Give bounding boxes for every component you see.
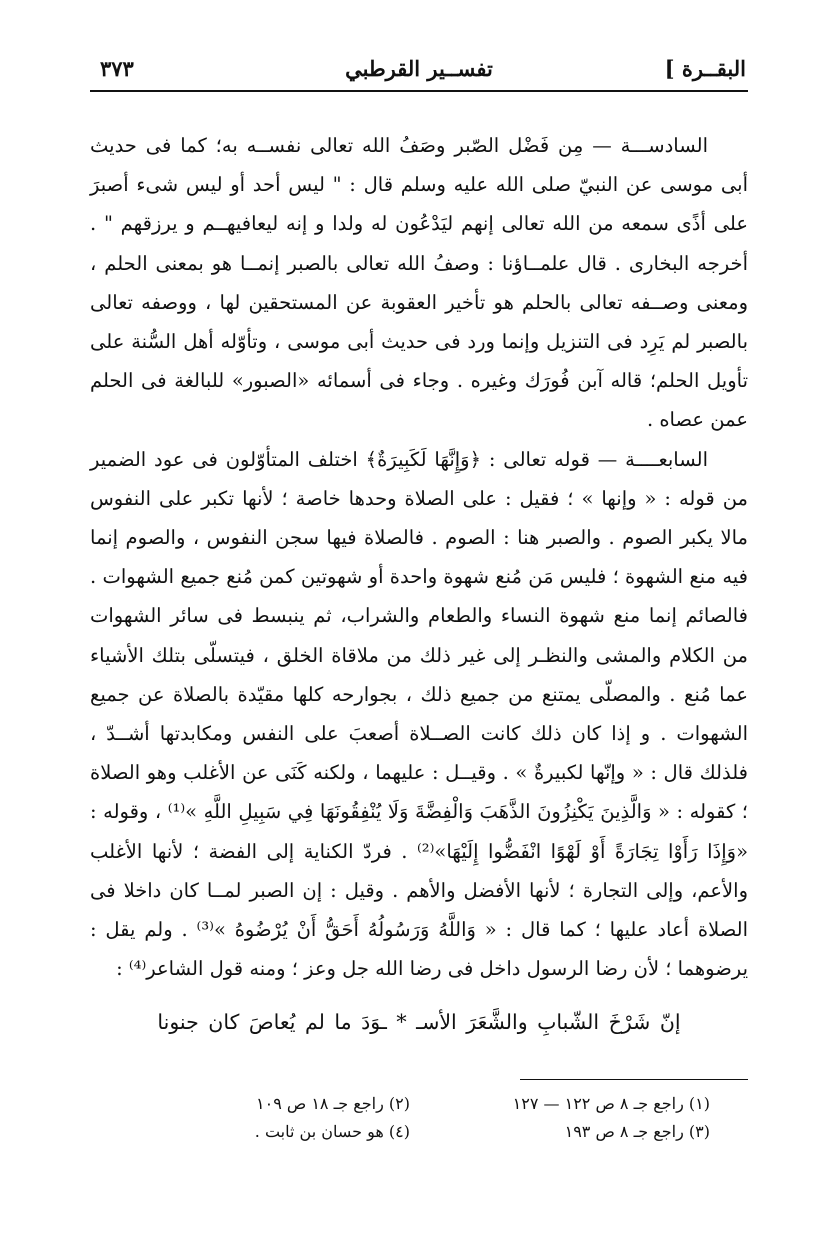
footnote-row bbox=[150, 1090, 710, 1118]
poetry-verse: إنّ شَرْخَ الشّبابِ والشَّعَرَ الأسـ * ـوَدَ ما لم يُعاصَ كان جنونا bbox=[157, 1010, 681, 1034]
footnotes bbox=[150, 1090, 710, 1146]
page-header bbox=[92, 52, 746, 92]
paragraph-seventh: السابعــــة — قوله تعالى : ﴿وَإِنَّهَا لَكَبِيرَةٌ﴾ اختلف المتأوّلون فى عود الضمير من قوله : « وإنها » ؛ فقيل : على الصلاة وحدها خاصة ؛ لأنها تكبر على النفوس مالا يكبر الصوم . والصبر هنا : الصوم . فالصلاة فيها سجن النفوس ، والصوم إنما فيه منع الشهوة ؛ فليس مَن مُنع شهوة واحدة أو شهوتين كمن مُنع جميع الشهوات . فالصائم إنما منع شهوة النساء والطعام والشراب، ثم ينبسط فى سائر الشهوات من الكلام والمشى والنظـر إلى غير ذلك من ملاقاة الخلق ، فيتسلّى بتلك الأشياء عما مُنع . والمصلّى يمتنع من جميع ذلك ، بجوارحه كلها مقيّدة بالصلاة عن جميع الشهوات . و إذا كان ذلك كانت الصــلاة أصعبَ على النفس ومكابدتها أشــدّ ، فلذلك قال : « وإنّها لكبيرةٌ » . وقيــل : عليهما ، ولكنه كَنَى عن الأغلب وهو الصلاة ؛ كقوله : « وَالَّذِينَ يَكْنِزُونَ الذَّهَبَ وَالْفِضَّةَ وَلَا يُنْفِقُونَهَا فِي سَبِيلِ اللَّهِ »⁽¹⁾ ، وقوله : «وَإِذَا رَأَوْا تِجَارَةً أَوْ لَهْوًا انْفَضُّوا إِلَيْهَا»⁽²⁾ . فردّ الكناية إلى الفضة ؛ لأنها الأغلب والأعم، وإلى التجارة ؛ لأنها الأفضل والأهم . وقيل : إن الصبر لمــا كان داخلا فى الصلاة أعاد عليها ؛ كما قال : « وَاللَّهُ وَرَسُولُهُ أَحَقُّ أَنْ يُرْضُوهُ »⁽³⁾ . ولم يقل : يرضوهما ؛ لأن رضا الرسول داخل فى رضا الله جل وعز ؛ ومنه قول الشاعر⁽⁴⁾ : bbox=[90, 447, 748, 981]
footnote-2: (٢) راجع جـ ١٨ ص ١٠٩ bbox=[256, 1094, 410, 1113]
paragraph-sixth: السادســـة — مِن فَضْل الصّبر وصَفُ الله تعالى نفســه به؛ كما فى حديث أبى موسى عن النبيّ صلى الله عليه وسلم قال : " ليس أحد أو ليس شىء أصبرَ على أذًى سمعه من الله تعالى إنهم ليَدْعُون له ولدا و إنه ليعافيهــم و يرزقهم " . أخرجه البخارى . قال علمــاؤنا : وصفُ الله تعالى بالصبر إنمــا هو بمعنى الحلم ، ومعنى وصــفه تعالى بالحلم هو تأخير العقوبة عن المستحقين لها ، ووصفه تعالى بالصبر لم يَرِد فى التنزيل وإنما ورد فى حديث أبى موسى ، وتأوّله أهل السُّنة على تأويل الحلم؛ قاله آبن فُورَك وغيره . وجاء فى أسمائه «الصبور» للبالغة فى الحلم عمن عصاه . bbox=[90, 134, 748, 432]
footnote-3: (٣) راجع جـ ٨ ص ١٩٣ bbox=[564, 1122, 710, 1141]
footnote-row bbox=[150, 1118, 710, 1146]
book-title: تفســير القرطبي bbox=[345, 56, 493, 81]
header-rule bbox=[90, 90, 748, 92]
footnote-rule bbox=[520, 1079, 748, 1080]
footnote-4: (٤) هو حسان بن ثابت . bbox=[254, 1122, 410, 1141]
main-text bbox=[90, 126, 748, 988]
footnote-1: (١) راجع جـ ٨ ص ١٢٢ — ١٢٧ bbox=[512, 1094, 710, 1113]
running-head: البقــرة ] bbox=[664, 56, 746, 81]
page-number: ٣٧٣ bbox=[100, 56, 134, 81]
